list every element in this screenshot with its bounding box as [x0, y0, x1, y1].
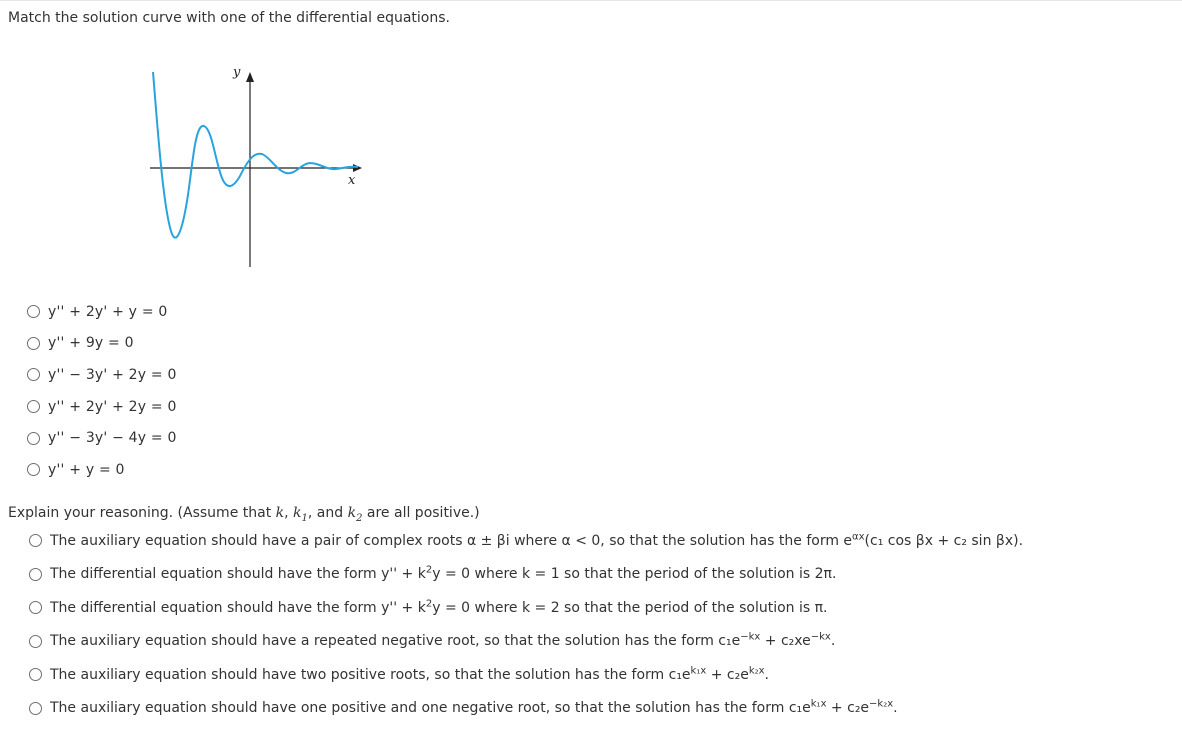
equation-label: y'' + 9y = 0: [48, 335, 134, 352]
radio-button[interactable]: [27, 305, 40, 318]
radio-button[interactable]: [29, 668, 42, 681]
radio-button[interactable]: [29, 568, 42, 581]
x-axis-arrow: [353, 164, 362, 172]
y-axis-label: y: [233, 65, 241, 80]
reason-label: The auxiliary equation should have a repeated negative root, so that the solution has the form $c_1e^{-kx} + c_2xe^{-kx}$.: [50, 631, 836, 650]
reason-option[interactable]: [29, 591, 1023, 625]
reason-option[interactable]: [29, 692, 1023, 726]
explain-heading: Explain your reasoning. (Assume that k, $k_1$, and $k_2$ are all positive.): [8, 505, 480, 524]
equation-option[interactable]: [27, 422, 177, 454]
reason-label: The auxiliary equation should have one positive and one negative root, so that the solution has the form $c_1e^{k_1x} + c_2e^{-k_2x}$.: [50, 698, 898, 717]
solution-curve: [153, 72, 358, 238]
reason-option[interactable]: [29, 658, 1023, 692]
top-divider: [0, 0, 1182, 1]
reason-label: The differential equation should have the form $y'' + k^2y = 0$ where k = 2 so that the period of the solution is π.: [50, 598, 828, 616]
radio-button[interactable]: [27, 432, 40, 445]
equation-label: y'' + 2y' + y = 0: [48, 303, 168, 320]
equation-label: y'' + y = 0: [48, 461, 125, 478]
equation-label: y'' + 2y' + 2y = 0: [48, 398, 177, 415]
solution-curve-graph: [130, 60, 380, 275]
radio-button[interactable]: [29, 601, 42, 614]
x-axis-label: x: [348, 173, 356, 188]
equation-option[interactable]: [27, 359, 177, 391]
radio-button[interactable]: [27, 400, 40, 413]
reason-options: [29, 524, 1023, 725]
radio-button[interactable]: [27, 463, 40, 476]
question-prompt: Match the solution curve with one of the differential equations.: [8, 10, 450, 26]
var-k: k: [275, 505, 285, 521]
explain-heading-suffix: are all positive.): [362, 505, 480, 521]
equation-option[interactable]: [27, 391, 177, 423]
reason-label: The differential equation should have the form $y'' + k^2y = 0$ where k = 1 so that the period of the solution is 2π.: [50, 564, 837, 583]
radio-button[interactable]: [27, 368, 40, 381]
reason-label: The auxiliary equation should have a pair of complex roots α ± βi where α < 0, so that the solution has the form $e^{\alpha x}(c_1$ cos βx + c₂ sin βx).: [50, 531, 1024, 549]
reason-option[interactable]: [29, 625, 1023, 659]
radio-button[interactable]: [29, 702, 42, 715]
radio-button[interactable]: [27, 337, 40, 350]
equation-label: y'' − 3y' + 2y = 0: [48, 366, 177, 383]
radio-button[interactable]: [29, 534, 42, 547]
equation-label: y'' − 3y' − 4y = 0: [48, 430, 177, 447]
equation-option[interactable]: [27, 328, 177, 360]
equation-options: [27, 296, 177, 486]
var-k1: $k_1$: [293, 505, 308, 524]
y-axis-arrow: [246, 72, 254, 82]
reason-label: The auxiliary equation should have two positive roots, so that the solution has the form $c_1e^{k_1x} + c_2e^{k_2x}$.: [50, 665, 769, 683]
reason-option[interactable]: [29, 524, 1023, 558]
reason-option[interactable]: [29, 558, 1023, 592]
var-k2: $k_2$: [347, 505, 363, 524]
explain-heading-prefix: Explain your reasoning. (Assume that: [8, 505, 276, 521]
equation-option[interactable]: [27, 454, 177, 486]
radio-button[interactable]: [29, 635, 42, 648]
equation-option[interactable]: [27, 296, 177, 328]
